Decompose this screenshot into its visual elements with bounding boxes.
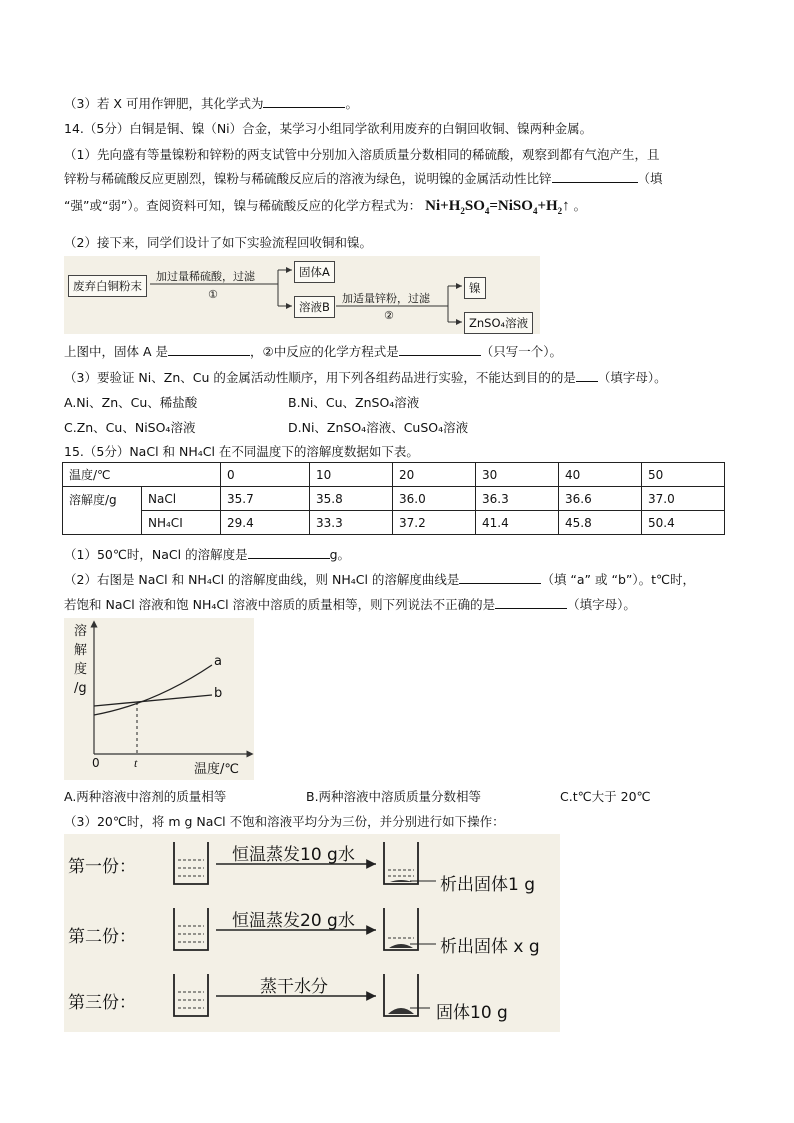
table-cell: 36.3 <box>476 487 559 511</box>
table-cell: 10 <box>310 463 393 487</box>
curve-b-label: b <box>214 686 223 701</box>
flow-nickel-box: 镍 <box>464 277 486 299</box>
q14-p3: （3）要验证 Ni、Zn、Cu 的金属活动性顺序，用下列各组药品进行实验，不能达到目的的是 （填字母）。 <box>64 370 667 385</box>
table-row <box>63 487 725 511</box>
table-cell: 36.6 <box>559 487 642 511</box>
answer-blank[interactable] <box>495 596 567 609</box>
graph-t-label: t <box>134 756 138 770</box>
answer-blank[interactable] <box>552 170 638 183</box>
table-cell: 20 <box>393 463 476 487</box>
flow-solid-a-box: 固体A <box>294 261 335 283</box>
op-1-action: 恒温蒸发10 g水 <box>232 845 355 865</box>
table-cell: 37.2 <box>393 511 476 535</box>
q14-option-a[interactable]: A.Ni、Zn、Cu、稀盐酸 <box>64 395 198 410</box>
flow-znso4-box: ZnSO₄溶液 <box>464 312 533 334</box>
table-cell: 45.8 <box>559 511 642 535</box>
table-cell: 33.3 <box>310 511 393 535</box>
graph-x-label: 温度/℃ <box>194 762 239 777</box>
flow-step2-num: ② <box>384 309 394 322</box>
q15-p2-line1: （2）右图是 NaCl 和 NH₄Cl 的溶解度曲线，则 NH₄Cl 的溶解度曲线是 （填 “a” 或 “b”）。t℃时， <box>64 572 696 587</box>
q15-p2-line2: 若饱和 NaCl 溶液和饱 NH₄Cl 溶液中溶质的质量相等，则下列说法不正确的是 （填字母）。 <box>64 597 636 612</box>
q15-title: 15.（5分）NaCl 和 NH₄Cl 在不同温度下的溶解度数据如下表。 <box>64 444 419 459</box>
solubility-table <box>62 462 725 535</box>
curve-a-label: a <box>214 654 222 669</box>
flow-step2-label: 加适量锌粉，过滤 <box>342 292 430 305</box>
op-3-action: 蒸干水分 <box>260 977 328 997</box>
flow-step1-num: ① <box>208 288 218 301</box>
solubility-graph <box>64 618 254 780</box>
table-row <box>63 463 725 487</box>
q14-p1-line2: 锌粉与稀硫酸反应更剧烈，镍粉与稀硫酸反应后的溶液为绿色，说明镍的金属活动性比锌 （填 <box>64 171 663 186</box>
q15-p1: （1）50℃时，NaCl 的溶解度是 g。 <box>64 547 351 562</box>
table-cell: 30 <box>476 463 559 487</box>
answer-blank[interactable] <box>168 343 250 356</box>
evaporation-figure <box>64 834 560 1032</box>
q15-option-b[interactable]: B.两种溶液中溶质质量分数相等 <box>306 789 482 804</box>
q14-option-d[interactable]: D.Ni、ZnSO₄溶液、CuSO₄溶液 <box>288 420 469 435</box>
table-row-label: NH₄CI <box>142 511 221 535</box>
q13-3-line: （3）若 X 可用作钾肥，其化学式为 。 <box>64 96 358 111</box>
q14-p1-line3: “强”或“弱”）。查阅资料可知，镍与稀硫酸反应的化学方程式为： $Ni+H_2SO_4=NiSO_4+H_2↑$ 。 <box>64 198 587 216</box>
q14-p2: （2）接下来，同学们设计了如下实验流程回收铜和镍。 <box>64 235 372 250</box>
op-3-label: 第三份： <box>68 993 136 1013</box>
table-cell: 29.4 <box>221 511 310 535</box>
op-1-label: 第一份： <box>68 857 136 877</box>
answer-blank[interactable] <box>263 95 345 108</box>
table-cell: 50.4 <box>642 511 725 535</box>
table-header-temp: 温度/℃ <box>63 463 221 487</box>
answer-blank[interactable] <box>248 546 330 559</box>
answer-blank[interactable] <box>399 343 481 356</box>
table-row <box>63 511 725 535</box>
table-cell: 41.4 <box>476 511 559 535</box>
graph-y-label: 溶 解 度 /g <box>74 624 88 696</box>
q14-p1-line1: （1）先向盛有等量镍粉和锌粉的两支试管中分别加入溶质质量分数相同的稀硫酸，观察到都有气泡产生，且 <box>64 147 660 162</box>
table-cell: 0 <box>221 463 310 487</box>
op-2-result: 析出固体 x g <box>440 937 540 957</box>
answer-blank[interactable] <box>576 369 598 382</box>
q14-p2-after: 上图中，固体 A 是 ，②中反应的化学方程式是 （只写一个）。 <box>64 344 562 359</box>
table-cell: 35.7 <box>221 487 310 511</box>
curve-a <box>94 665 212 715</box>
table-cell: 36.0 <box>393 487 476 511</box>
q15-option-a[interactable]: A.两种溶液中溶剂的质量相等 <box>64 789 227 804</box>
op-1-result: 析出固体1 g <box>440 875 536 895</box>
chemical-equation: $Ni+H_2SO_4=NiSO_4+H_2↑$ <box>425 198 570 216</box>
answer-blank[interactable] <box>459 571 541 584</box>
table-cell: 37.0 <box>642 487 725 511</box>
table-cell: 35.8 <box>310 487 393 511</box>
table-header-solubility: 溶解度/g <box>63 487 142 535</box>
table-cell: 50 <box>642 463 725 487</box>
q15-option-c[interactable]: C.t℃大于 20℃ <box>560 789 651 804</box>
op-2-action: 恒温蒸发20 g水 <box>232 911 355 931</box>
q14-option-b[interactable]: B.Ni、Cu、ZnSO₄溶液 <box>288 395 420 410</box>
op-3-result: 固体10 g <box>436 1003 508 1023</box>
q14-option-c[interactable]: C.Zn、Cu、NiSO₄溶液 <box>64 420 196 435</box>
flow-start-box: 废弃白铜粉末 <box>68 275 147 297</box>
q15-p3: （3）20℃时，将 m g NaCl 不饱和溶液平均分为三份，并分别进行如下操作： <box>64 814 505 829</box>
flow-diagram <box>64 256 540 334</box>
flow-solution-b-box: 溶液B <box>294 296 335 318</box>
q14-title: 14.（5分）白铜是铜、镍（Ni）合金，某学习小组同学欲利用废弃的白铜回收铜、镍两种金属。 <box>64 121 593 136</box>
op-2-label: 第二份： <box>68 927 136 947</box>
flow-step1-label: 加过量稀硫酸，过滤 <box>156 270 255 283</box>
table-cell: 40 <box>559 463 642 487</box>
table-row-label: NaCl <box>142 487 221 511</box>
graph-origin: 0 <box>92 756 100 770</box>
